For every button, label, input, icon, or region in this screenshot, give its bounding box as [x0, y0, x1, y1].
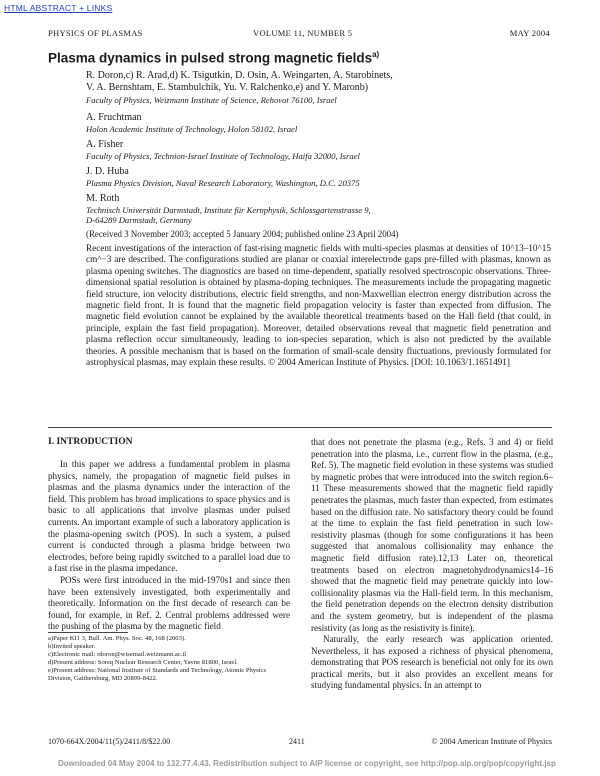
html-abstract-links[interactable]: HTML ABSTRACT + LINKS	[4, 3, 113, 13]
title-text: Plasma dynamics in pulsed strong magnetic fields	[48, 50, 373, 66]
coauthor-name: M. Roth	[86, 193, 120, 204]
coauthor-affiliation: Faculty of Physics, Technion-Israel Institute of Technology, Haifa 32000, Israel	[86, 151, 360, 161]
page-number: 2411	[289, 737, 305, 746]
footnote: c)Electronic mail: rdoron@wisemail.weizmann.ac.il	[48, 651, 187, 659]
copyright-notice: © 2004 American Institute of Physics	[431, 737, 552, 746]
right-column	[311, 437, 553, 692]
abstract-text: Recent investigations of the interaction of fast-rising magnetic fields with multi-species plasmas at densities of 10^13–10^15 cm^−3 are described. The configurations studied are planar or coaxial interelectrode gaps pre-filled with plasmas, known as plasma opening switches. The diagnostics are based on time-dependent, spatially resolved spectroscopic observations. Three-dimensional spatial resolution is obtained by plasma-doping techniques. The measurements include the propagating magnetic field structure, ion velocity distributions, electric field strengths, and non-Maxwellian electron energy distribution across the magnetic field front. It is found that the magnetic field propagation velocity is faster than expected from diffusion. The magnetic field evolution cannot be explained by the available theoretical treatments based on the Hall field (that could, in principle, explain the fast field propagation). Moreover, detailed observations reveal that magnetic field penetration and plasma reflection occur simultaneously, leading to ion-species separation, which is also not predicted by the available theories. A possible mechanism that is based on the formation of small-scale density fluctuations, previously formulated for astrophysical plasmas, may explain these results. © 2004 American Institute of Physics. [DOI: 10.1063/1.1651491]	[86, 243, 551, 368]
coauthor-affiliation-line2: D-64289 Darmstadt, Germany	[86, 215, 192, 225]
footnote-divider	[48, 632, 128, 633]
issue-date: MAY 2004	[509, 28, 550, 38]
affiliation-weizmann: Faculty of Physics, Weizmann Institute of Science, Rehovot 76100, Israel	[86, 95, 337, 105]
footnotes	[48, 635, 290, 684]
title-footnote-marker: a)	[372, 50, 380, 59]
author-line-2: V. A. Bernshtam, E. Stambulchik, Yu. V. Ralchenko,e) and Y. Maronb)	[86, 82, 369, 93]
coauthor-affiliation: Holon Academic Institute of Technology, Holon 58102, Israel	[86, 124, 298, 134]
abstract	[86, 243, 551, 368]
paper-title	[48, 50, 379, 66]
paragraph: that does not penetrate the plasma (e.g., Refs. 3 and 4) or field penetration into the plasma, i.e., current flow in the plasma, (e.g., Ref. 5). The magnetic field evolution in these systems was studied by magnetic probes that were introduced into the switch region.6–11 These measurements showed that the magnetic field rapidly penetrates the plasmas, much faster than expected, from estimates based on the diffusion rate. No satisfactory theory could be found at the time to explain the fast field penetration in such low-resistivity plasmas (though for some configurations it has been suggested that anomalous collisionality may enhance the magnetic field diffusion rate).12,13 Later on, theoretical treatments based on electron magnetohydrodynamics14–16 showed that the magnetic field may penetrate quickly into low-collisionality plasmas via the Hall-field term. In this mechanism, the field penetration depends on the electron density distribution and the system geometry, but is independent of the plasma resistivity (as long as the resistivity is finite).	[311, 437, 553, 633]
footnote: e)Present address: National Institute of Standards and Technology, Atomic Physics Division, Gaithersburg, MD 20899-8422.	[48, 667, 267, 683]
journal-name: PHYSICS OF PLASMAS	[48, 28, 143, 38]
coauthor-name: J. D. Huba	[86, 166, 129, 177]
coauthor-affiliation: Plasma Physics Division, Naval Research Laboratory, Washington, D.C. 20375	[86, 178, 360, 188]
coauthor-affiliation: Technisch Universität Darmstadt, Institute für Kernphysik, Schlossgartenstrasse 9,	[86, 205, 371, 215]
footnote: d)Present address: Soreq Nuclear Research Center, Yavne 81800, Israel.	[48, 659, 238, 667]
section-divider	[48, 427, 552, 428]
footnote: a)Paper KI1 3, Bull. Am. Phys. Soc. 48, 168 (2003).	[48, 635, 186, 642]
volume-number: VOLUME 11, NUMBER 5	[253, 28, 353, 38]
left-column	[48, 459, 290, 633]
paragraph: POSs were first introduced in the mid-1970s1 and since then have been extensively investigated, both experimentally and theoretically. Information on the first decade of research can be found, for example, in Ref. 2. Central problems addressed were the pushing of the plasma by the magnetic field	[48, 574, 290, 632]
paragraph: In this paper we address a fundamental problem in plasma physics, namely, the propagation of magnetic field pulses in plasmas and the plasma dynamics under the interaction of the field. This problem has broad implications to space physics and is basic to all applications that involve plasmas under pulsed currents. An important example of such a laboratory application is the plasma-opening switch (POS). In such a system, a pulsed current is conducted through a plasma bridge between two electrodes, before being rapidly switched to a parallel load due to a fast rise in the plasma impedance.	[48, 459, 290, 574]
paragraph: Naturally, the early research was application oriented. Nevertheless, it has exposed a richness of physical phenomena, demonstrating that POS research is beneficial not only for its own practical merits, but it also provides an excellent means for studying fundamental physics. In an attempt to	[311, 634, 553, 691]
footnote: b)Invited speaker.	[48, 643, 96, 651]
author-line-1: R. Doron,c) R. Arad,d) K. Tsigutkin, D. Osin, A. Weingarten, A. Starobinets,	[86, 70, 393, 81]
coauthor-name: A. Fruchtman	[86, 112, 142, 123]
section-heading: I. INTRODUCTION	[48, 437, 133, 447]
issn-code: 1070-664X/2004/11(5)/2411/8/$22.00	[48, 737, 171, 746]
received-dates: (Received 3 November 2003; accepted 5 January 2004; published online 23 April 2004)	[86, 229, 399, 239]
download-notice: Downloaded 04 May 2004 to 132.77.4.43. Redistribution subject to AIP license or copyright, see http://pop.aip.org/pop/copyright.jsp	[58, 759, 556, 768]
coauthor-name: A. Fisher	[86, 139, 124, 150]
